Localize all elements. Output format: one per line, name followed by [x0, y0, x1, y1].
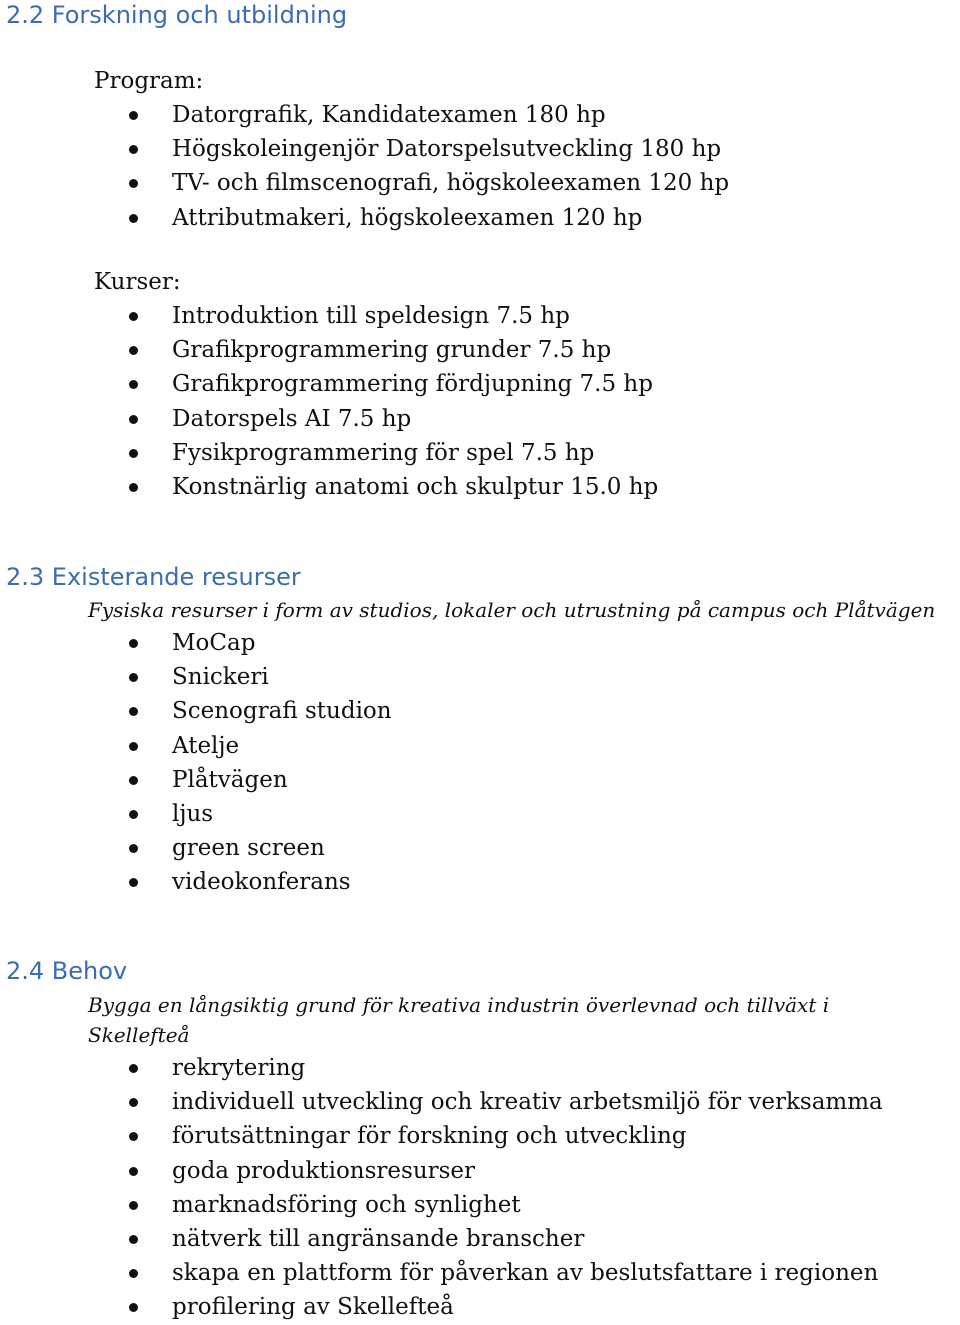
bullet-icon	[129, 1064, 138, 1073]
list-item	[0, 1154, 883, 1188]
kurser-list	[0, 299, 658, 504]
list-item	[0, 1256, 883, 1290]
bullet-icon	[129, 878, 138, 887]
list-item	[0, 626, 392, 660]
list-item-text: Atelje	[172, 732, 240, 759]
list-item-text: Snickeri	[172, 664, 269, 691]
list-item-text: nätverk till angränsande branscher	[172, 1225, 585, 1252]
list-item-text: Högskoleingenjör Datorspelsutveckling 180 hp	[172, 136, 722, 163]
bullet-icon	[129, 145, 138, 154]
bullet-icon	[129, 707, 138, 716]
list-item	[0, 1085, 883, 1119]
list-item	[0, 1119, 883, 1153]
list-item-text: Attributmakeri, högskoleexamen 120 hp	[172, 204, 643, 231]
section-heading-2-4: 2.4 Behov	[6, 957, 128, 985]
bullet-icon	[129, 1167, 138, 1176]
bullet-icon	[129, 111, 138, 120]
list-item-text: förutsättningar för forskning och utveckling	[172, 1123, 687, 1150]
list-item-text: Plåtvägen	[172, 766, 288, 793]
bullet-icon	[129, 380, 138, 389]
bullet-icon	[129, 639, 138, 648]
list-item	[0, 763, 392, 797]
resurser-list	[0, 626, 392, 900]
bullet-icon	[129, 415, 138, 424]
list-item-text: ljus	[172, 800, 214, 827]
list-item	[0, 660, 392, 694]
section-heading-2-3: 2.3 Existerande resurser	[6, 563, 301, 591]
list-item-text: Introduktion till speldesign 7.5 hp	[172, 303, 570, 329]
list-item-text: videokonferans	[172, 869, 351, 896]
section-intro-2-3: Fysiska resurser i form av studios, lokaler och utrustning på campus och Plåtvägen	[88, 598, 936, 622]
behov-list	[0, 1051, 883, 1325]
bullet-icon	[129, 312, 138, 321]
list-item	[0, 299, 658, 333]
bullet-icon	[129, 483, 138, 492]
bullet-icon	[129, 673, 138, 682]
list-item	[0, 98, 729, 132]
list-item	[0, 470, 658, 504]
list-item	[0, 831, 392, 865]
bullet-icon	[129, 214, 138, 223]
list-item-text: Datorspels AI 7.5 hp	[172, 405, 412, 432]
list-item	[0, 166, 729, 200]
list-item-text: Grafikprogrammering fördjupning 7.5 hp	[172, 371, 653, 398]
list-item-text: MoCap	[172, 630, 256, 656]
list-item	[0, 1188, 883, 1222]
list-item-text: Fysikprogrammering för spel 7.5 hp	[172, 439, 595, 466]
list-item-text: rekrytering	[172, 1055, 306, 1081]
list-item-text: TV- och filmscenografi, högskoleexamen 120 hp	[172, 170, 730, 197]
list-item	[0, 333, 658, 367]
list-item	[0, 729, 392, 763]
list-item-text: marknadsföring och synlighet	[172, 1191, 521, 1218]
bullet-icon	[129, 1132, 138, 1141]
list-item	[0, 1222, 883, 1256]
list-item-text: green screen	[172, 835, 325, 862]
list-item	[0, 201, 729, 235]
list-item-text: goda produktionsresurser	[172, 1157, 476, 1184]
list-item	[0, 436, 658, 470]
bullet-icon	[129, 346, 138, 355]
list-item	[0, 694, 392, 728]
bullet-icon	[129, 776, 138, 785]
list-item	[0, 865, 392, 899]
list-item-text: individuell utveckling och kreativ arbetsmiljö för verksamma	[172, 1089, 883, 1116]
bullet-icon	[129, 1201, 138, 1210]
list-item	[0, 132, 729, 166]
list-item-text: skapa en plattform för påverkan av beslutsfattare i regionen	[172, 1260, 879, 1287]
bullet-icon	[129, 1269, 138, 1278]
kurser-label: Kurser:	[94, 269, 181, 295]
program-list	[0, 98, 729, 235]
list-item-text: profilering av Skellefteå	[172, 1294, 454, 1321]
list-item-text: Grafikprogrammering grunder 7.5 hp	[172, 337, 612, 364]
bullet-icon	[129, 179, 138, 188]
list-item	[0, 797, 392, 831]
list-item	[0, 402, 658, 436]
bullet-icon	[129, 1235, 138, 1244]
section-intro-2-4: Bygga en långsiktig grund för kreativa industrin överlevnad och tillväxt i Skellefteå	[88, 993, 830, 1047]
bullet-icon	[129, 844, 138, 853]
bullet-icon	[129, 1303, 138, 1312]
bullet-icon	[129, 1098, 138, 1107]
list-item	[0, 367, 658, 401]
bullet-icon	[129, 810, 138, 819]
list-item-text: Scenografi studion	[172, 698, 392, 725]
list-item-text: Konstnärlig anatomi och skulptur 15.0 hp	[172, 473, 659, 500]
list-item-text: Datorgrafik, Kandidatexamen 180 hp	[172, 102, 606, 128]
list-item	[0, 1051, 883, 1085]
bullet-icon	[129, 742, 138, 751]
list-item	[0, 1290, 883, 1324]
section-heading-2-2: 2.2 Forskning och utbildning	[6, 1, 348, 29]
bullet-icon	[129, 449, 138, 458]
program-label: Program:	[94, 68, 204, 94]
